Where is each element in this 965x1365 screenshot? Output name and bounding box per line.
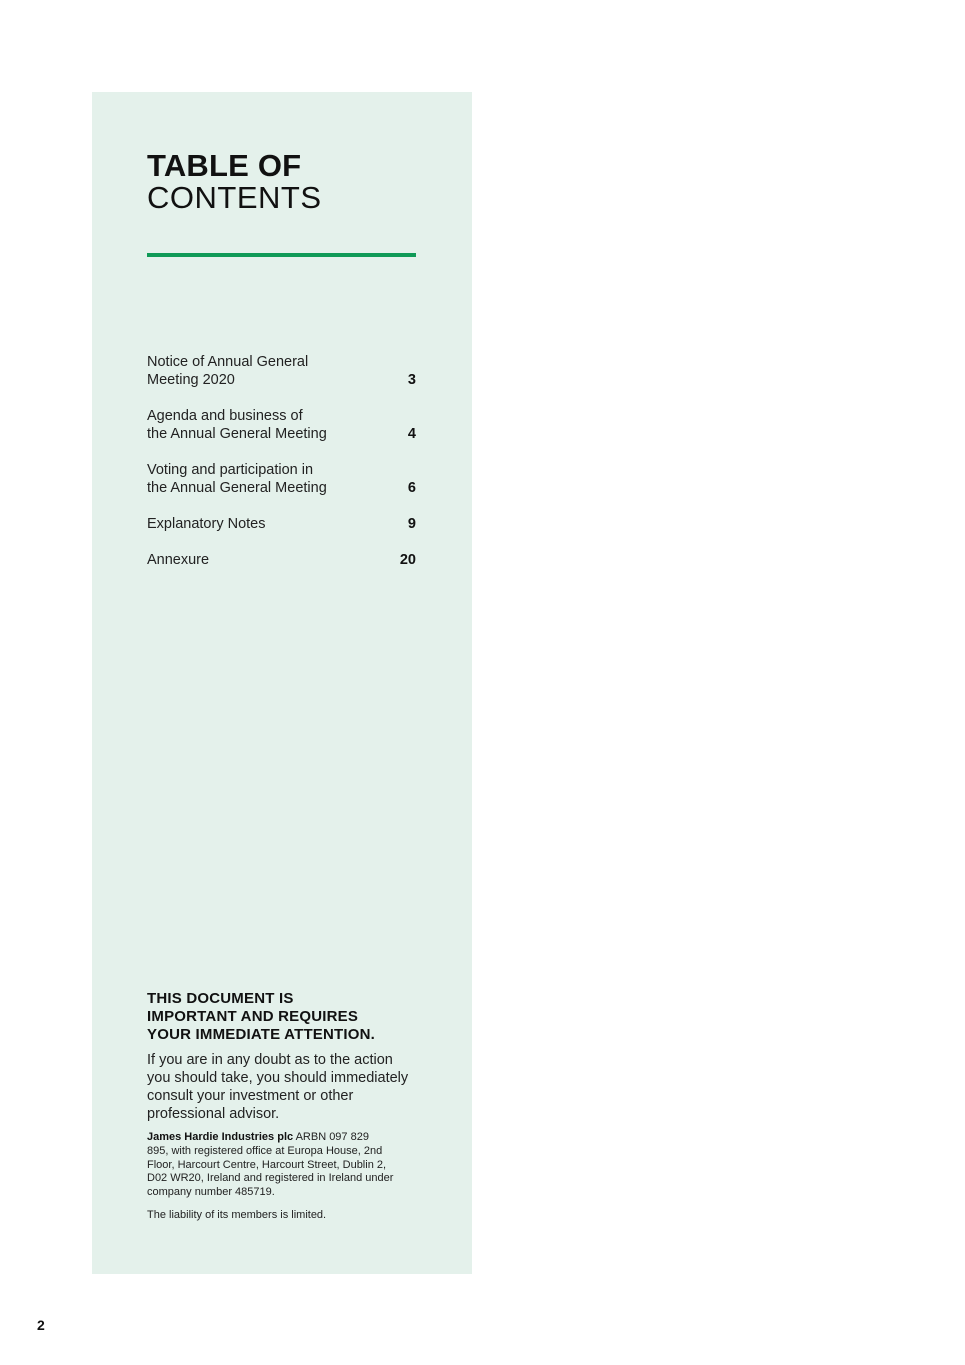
toc-item-page: 20	[399, 552, 416, 568]
toc-title	[147, 150, 322, 214]
toc-item-page: 3	[407, 372, 416, 388]
notice-heading-line: IMPORTANT AND REQUIRES	[147, 1008, 359, 1025]
toc-item-label: Explanatory Notes	[147, 516, 266, 532]
accent-divider	[147, 253, 416, 257]
toc-item-page: 9	[407, 516, 416, 532]
page-number: 2	[37, 1317, 45, 1333]
toc-item-explanatory-notes[interactable]	[147, 515, 416, 533]
important-notice	[147, 990, 422, 1223]
toc-title-bold: TABLE OF	[147, 148, 302, 183]
liability-statement: The liability of its members is limited.	[147, 1208, 327, 1221]
toc-item-page: 6	[407, 480, 416, 496]
notice-body-line: you should take, you should immediately	[147, 1070, 409, 1086]
company-line: company number 485719.	[147, 1186, 275, 1199]
notice-body-line: If you are in any doubt as to the action	[147, 1052, 393, 1068]
notice-body-line: professional advisor.	[147, 1106, 280, 1122]
toc-item-label-line: Meeting 2020	[147, 372, 235, 388]
contents-panel	[92, 92, 472, 1274]
company-line: 895, with registered office at Europa House, 2nd	[147, 1144, 383, 1157]
toc-item-page: 4	[407, 426, 416, 442]
notice-body	[147, 1051, 422, 1123]
toc-item-voting[interactable]	[147, 461, 416, 497]
toc-item-label-line: Agenda and business of	[147, 408, 303, 424]
company-line: Floor, Harcourt Centre, Harcourt Street, Dublin 2,	[147, 1158, 387, 1171]
notice-heading-line: YOUR IMMEDIATE ATTENTION.	[147, 1026, 376, 1043]
toc-item-notice[interactable]	[147, 353, 416, 389]
toc-title-light: CONTENTS	[147, 180, 322, 215]
toc-item-label-line: the Annual General Meeting	[147, 426, 327, 442]
toc-item-label	[147, 461, 357, 497]
toc-item-agenda[interactable]	[147, 407, 416, 443]
toc-item-label-line: the Annual General Meeting	[147, 480, 327, 496]
company-name: James Hardie Industries plc	[147, 1131, 294, 1143]
toc-item-label	[147, 353, 357, 389]
toc-item-annexure[interactable]	[147, 551, 416, 569]
toc-item-label	[147, 407, 357, 443]
notice-heading	[147, 990, 422, 1044]
toc-item-label: Annexure	[147, 552, 210, 568]
notice-heading-line: THIS DOCUMENT IS	[147, 990, 294, 1007]
company-line: D02 WR20, Ireland and registered in Ireland under	[147, 1172, 394, 1185]
toc-item-label-line: Notice of Annual General	[147, 354, 309, 370]
toc-item-label-line: Voting and participation in	[147, 462, 314, 478]
toc-list	[147, 353, 416, 587]
company-line: ARBN 097 829	[293, 1131, 369, 1143]
company-details	[147, 1131, 422, 1200]
notice-body-line: consult your investment or other	[147, 1088, 354, 1104]
